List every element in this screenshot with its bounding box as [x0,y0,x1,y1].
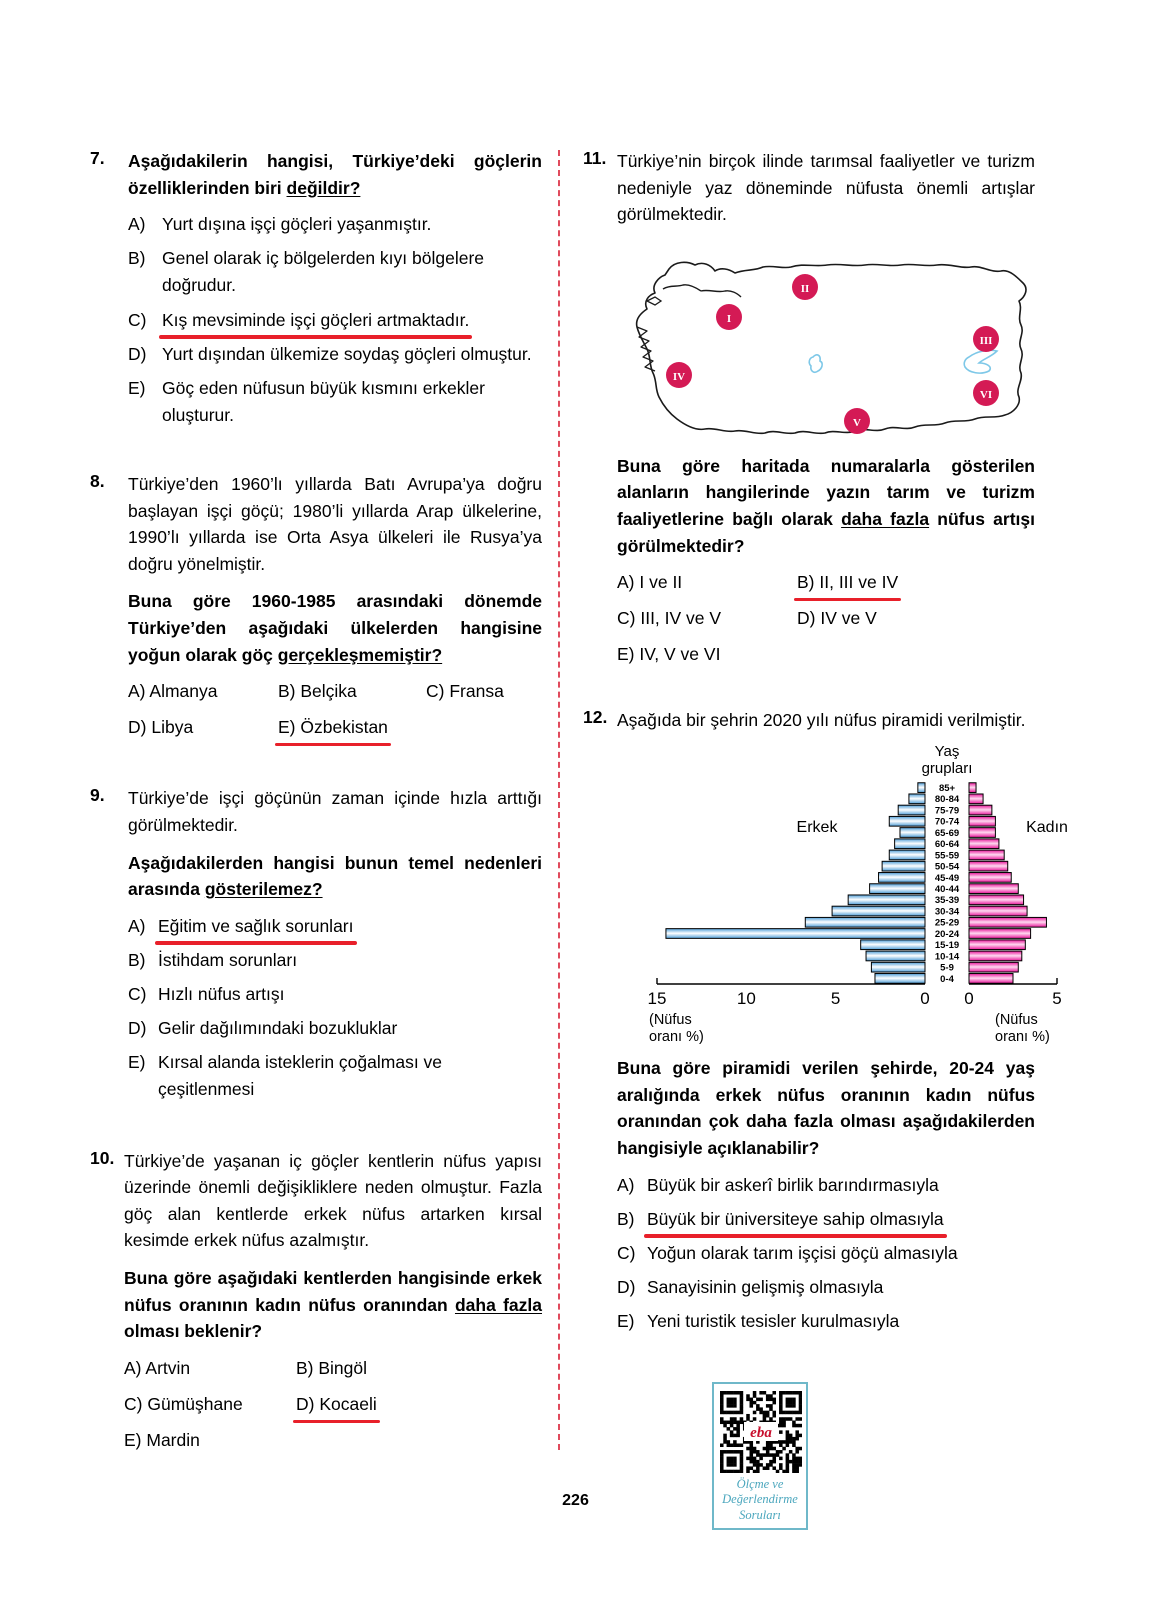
option-text: Büyük bir askerî birlik barındırmasıyla [647,1174,939,1195]
option-text: Kış mevsiminde işçi göçleri artmaktadır. [162,307,469,334]
qr-code [720,1391,802,1473]
option-d[interactable] [296,1391,377,1418]
option-c[interactable] [128,307,542,334]
right-column [583,148,1068,1365]
question-12 [583,706,1068,1336]
question-7 [90,148,542,429]
option-b[interactable] [128,947,542,974]
question-ask: Buna göre piramidi verilen şehirde, 20-24 yaş aralığında erkek nüfus oranının kadın nüfus oranından çok daha fazla olması aşağıdakilerden hangisiyle açıklanabilir? [617,1058,1035,1158]
svg-text:55-59: 55-59 [934,850,960,862]
svg-text:30-34: 30-34 [934,906,960,918]
option-text: İstihdam sorunları [158,949,298,970]
option-d[interactable] [617,1274,1035,1301]
svg-text:II: II [800,282,810,295]
map-marker-III [973,326,999,352]
stem-emphasis: değildir? [286,177,361,198]
question-ask: Buna göre 1960-1985 arasındaki dönemde Türkiye’den aşağıdaki ülkelerden hangisine yoğun olarak göç gerçekleşmemiştir? [128,591,542,665]
option-text: Göç eden nüfusun büyük kısmını erkekler oluşturur. [162,377,485,425]
svg-text:grupları: grupları [921,760,973,778]
question-9 [90,785,542,1103]
option-text: Gelir dağılımındaki bozukluklar [158,1018,398,1039]
svg-text:70-74: 70-74 [934,816,960,828]
ask-emphasis: gösterilemez? [204,879,323,900]
option-a[interactable] [124,1355,296,1382]
question-number: 7. [90,148,105,168]
options-list [128,913,542,1104]
svg-text:40-44: 40-44 [934,884,960,896]
options-row [617,569,1035,596]
question-number: 12. [583,706,608,727]
svg-text:50-54: 50-54 [934,861,960,873]
option-b[interactable] [278,678,426,705]
option-d[interactable] [128,341,542,368]
svg-text:5: 5 [1052,989,1062,1009]
option-label: B) [296,1357,314,1378]
map-marker-IV [666,362,692,388]
question-stem: Türkiye’de işçi göçünün zaman içinde hızla arttığı görülmektedir. [128,788,542,836]
option-a[interactable] [128,913,542,940]
question-ask: Buna göre haritada numaralarla gösterilen alanların hangilerinde yazın tarım ve turizm faaliyetlerine bağlı olarak daha fazla nüfus artışı görülmektedir? [617,455,1035,556]
question-11 [583,148,1035,669]
option-text: Büyük bir üniversiteye sahip olmasıyla [647,1206,944,1233]
svg-text:eba: eba [750,1425,772,1441]
question-8 [90,471,542,741]
option-e[interactable] [278,714,388,741]
option-label: D) [128,343,147,364]
options-row [124,1427,542,1454]
map-marker-VI [973,380,999,406]
option-label: B) [797,572,815,593]
option-label: B) [617,1208,635,1229]
svg-text:0: 0 [920,989,930,1009]
option-label: C) [617,608,636,629]
options-list [128,211,542,429]
option-text: Almanya [149,681,218,702]
option-label: B) [278,681,296,702]
qr-caption-line-1: Ölçme ve [736,1477,784,1491]
option-c[interactable] [128,981,542,1008]
option-a[interactable] [128,678,278,705]
option-label: B) [128,949,146,970]
options-row [124,1391,542,1418]
turkey-map [617,239,1035,439]
question-stem: Aşağıda bir şehrin 2020 yılı nüfus piramidi verilmiştir. [617,709,1026,730]
column-divider [558,150,560,1450]
option-label: E) [617,644,635,665]
map-marker-II [792,274,818,300]
turkey-map-svg [617,239,1035,439]
svg-text:10-14: 10-14 [934,951,960,963]
svg-text:25-29: 25-29 [934,917,960,929]
svg-text:Yaş: Yaş [934,744,960,761]
option-label: D) [617,1276,636,1297]
svg-text:5-9: 5-9 [940,962,954,974]
option-b[interactable] [617,1206,1035,1233]
option-text: Hızlı nüfus artışı [158,984,285,1005]
question-number: 9. [90,785,105,806]
question-number: 10. [90,1147,115,1168]
option-label: A) [617,572,635,593]
page-number: 226 [562,1492,589,1509]
option-text: III, IV ve V [640,608,722,629]
option-e[interactable] [617,1308,1035,1335]
question-stem: Türkiye’den 1960’lı yıllarda Batı Avrupa’ya doğru başlayan işçi göçü; 1980’li yıllarda Arap ülkelerine, 1990’lı yıllarda ise Orta Asya ülkeleri ile Rusya’ya doğru yönelmiştir. [128,474,542,574]
question-stem: Türkiye’nin birçok ilinde tarımsal faaliyetler ve turizm nedeniyle yaz döneminde nüfusta önemli artışlar görülmektedir. [617,151,1035,225]
svg-text:Kadın: Kadın [1026,819,1068,837]
option-label: C) [128,984,147,1005]
option-text: Gümüşhane [147,1393,243,1414]
options-list [617,1172,1035,1336]
option-e[interactable] [617,641,720,668]
option-e[interactable] [128,1049,542,1103]
option-b[interactable] [128,245,542,299]
svg-text:VI: VI [979,388,993,401]
option-text: Sanayisinin gelişmiş olmasıyla [647,1276,884,1297]
svg-text:V: V [853,416,861,429]
option-label: D) [296,1393,315,1414]
option-text: Genel olarak iç bölgelerden kıyı bölgelere doğrudur. [162,248,484,296]
options-row [128,714,542,741]
svg-text:15: 15 [647,989,667,1009]
question-number: 8. [90,471,105,492]
option-text: Belçika [300,681,357,702]
population-pyramid-svg [617,744,1069,1044]
question-stem: Türkiye’de yaşanan iç göçler kentlerin nüfus yapısı üzerinde önemli değişikliklere neden olmuştur. Fazla göç alan kentlerde erkek nüfus artarken kırsal kesimde erkek nüfus azalmıştır. [124,1150,542,1251]
svg-text:35-39: 35-39 [934,895,960,907]
option-a[interactable] [617,569,797,596]
option-text: Libya [151,717,194,738]
option-label: E) [278,717,296,738]
option-text: Yurt dışına işçi göçleri yaşanmıştır. [162,214,432,235]
svg-text:Erkek: Erkek [796,819,838,837]
option-label: E) [128,1052,146,1073]
option-label: B) [128,248,146,269]
option-text: Yeni turistik tesisler kurulmasıyla [647,1311,900,1331]
options-row [124,1355,542,1382]
option-e[interactable] [128,375,542,429]
question-number: 11. [583,148,607,168]
ask-emphasis: gerçekleşmemiştir? [277,644,443,665]
option-text: Kırsal alanda isteklerin çoğalması ve çeşitlenmesi [158,1052,443,1100]
population-pyramid-chart [617,744,1068,1049]
svg-text:85+: 85+ [938,783,956,795]
option-text: I ve II [639,572,683,593]
option-text: IV ve V [820,608,877,629]
options-row [617,641,1035,668]
options-row [128,678,542,705]
option-label: D) [797,608,816,629]
svg-text:15-19: 15-19 [934,940,960,952]
option-label: E) [124,1430,142,1450]
option-text: Yurt dışından ülkemize soydaş göçleri olmuştur. [162,343,532,364]
question-ask: Buna göre aşağıdaki kentlerden hangisinde erkek nüfus oranının kadın nüfus oranından daha fazla olması beklenir? [124,1267,542,1342]
ask-emphasis: daha fazla [454,1294,542,1315]
option-label: A) [617,1174,635,1195]
option-text: Bingöl [318,1357,368,1378]
svg-text:75-79: 75-79 [934,805,960,817]
options-row [617,605,1035,632]
option-c[interactable] [124,1391,296,1418]
qr-code-svg [720,1391,802,1473]
option-label: A) [124,1357,142,1378]
svg-text:5: 5 [830,989,841,1009]
svg-text:20-24: 20-24 [934,928,960,940]
option-label: D) [128,717,147,738]
question-10 [90,1148,542,1455]
svg-text:65-69: 65-69 [934,827,960,839]
option-text: IV, V ve VI [639,644,721,665]
ask-emphasis: daha fazla [841,508,930,529]
option-c[interactable] [617,605,797,632]
option-text: Mardin [146,1430,200,1450]
qr-caption-line-3: Soruları [739,1507,781,1522]
question-ask: Aşağıdakilerden hangisi bunun temel nedenleri arasında gösterilemez? [128,852,542,900]
option-label: C) [128,309,147,330]
svg-text:I: I [726,312,732,325]
option-text: Yoğun olarak tarım işçisi göçü almasıyla [647,1242,958,1263]
question-stem: Aşağıdakilerin hangisi, Türkiye’deki göçlerin özelliklerinden biri değildir? [128,151,542,198]
option-label: A) [128,214,146,235]
svg-text:(Nüfus: (Nüfus [649,1012,692,1029]
svg-text:IV: IV [672,370,686,383]
svg-text:oranı %): oranı %) [649,1029,704,1045]
option-label: A) [128,915,146,936]
option-e[interactable] [124,1427,200,1454]
map-marker-I [716,304,742,330]
option-text: Eğitim ve sağlık sorunları [158,913,354,940]
option-d[interactable] [128,1015,542,1042]
option-text: Kocaeli [319,1393,377,1414]
option-d[interactable] [797,605,877,632]
svg-text:0: 0 [964,989,974,1009]
option-b[interactable] [797,569,898,596]
qr-caption-line-2: Değerlendirme [722,1492,798,1507]
option-label: C) [426,681,445,702]
option-label: C) [124,1393,143,1414]
svg-text:oranı %): oranı %) [995,1029,1050,1045]
svg-text:10: 10 [736,989,756,1009]
option-c[interactable] [426,678,504,705]
option-label: A) [128,681,146,702]
option-text: Fransa [449,681,504,702]
svg-text:(Nüfus: (Nüfus [995,1012,1038,1029]
option-a[interactable] [617,1172,1035,1199]
left-column [90,148,542,1484]
map-marker-V [844,408,870,434]
option-text: Özbekistan [300,717,388,738]
svg-text:60-64: 60-64 [934,839,960,851]
option-label: D) [128,1018,147,1039]
option-b[interactable] [296,1355,367,1382]
option-text: Artvin [145,1357,191,1378]
option-a[interactable] [128,211,542,238]
option-label: C) [617,1242,636,1263]
svg-text:III: III [979,334,993,347]
svg-text:80-84: 80-84 [934,794,960,806]
option-c[interactable] [617,1240,1035,1267]
option-d[interactable] [128,714,278,741]
option-label: E) [128,377,146,398]
svg-text:45-49: 45-49 [934,872,960,884]
option-text: II, III ve IV [819,572,899,593]
svg-text:0-4: 0-4 [940,973,954,985]
option-label: E) [617,1311,635,1331]
